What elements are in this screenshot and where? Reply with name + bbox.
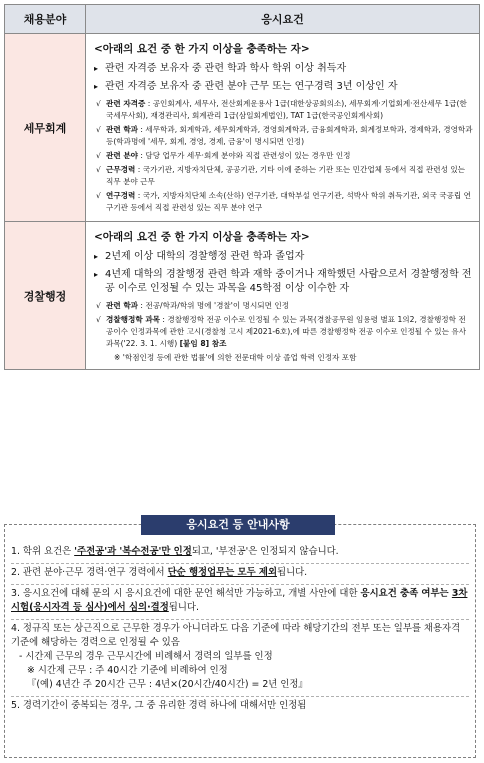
underlined-text: 단순 행정업무는 모두 제외 (167, 567, 278, 578)
notice-item (11, 620, 469, 697)
notice-item (11, 543, 469, 564)
requirement-bullet (94, 80, 473, 94)
notice-item-text (11, 566, 469, 580)
field-name: 경찰행정 (5, 222, 86, 370)
requirement-detail (94, 190, 473, 214)
notice-item-text (11, 622, 469, 650)
check-icon: √ (96, 99, 101, 108)
requirement-note: ※ '학점인정 등에 관한 법률'에 의한 전문대학 이상 졸업 학력 인정자 포함 (114, 353, 357, 362)
notice-item-text (11, 545, 469, 559)
detail-label: 경찰행정학 과목 (106, 315, 160, 324)
check-icon: √ (96, 165, 101, 174)
bullet-text: 관련 자격증 보유자 중 관련 학과 학사 학위 이상 취득자 (105, 63, 347, 74)
table-body (5, 34, 480, 370)
check-icon: √ (96, 191, 101, 200)
detail-label: 근무경력 (106, 165, 136, 174)
detail-label: 연구경력 (106, 191, 136, 200)
requirements-cell (86, 222, 480, 370)
requirement-bullet (94, 268, 473, 296)
bullet-icon: ▸ (94, 252, 99, 261)
bullet-text: 4년제 대학의 경찰행정 관련 학과 재학 중이거나 재학했던 사람으로서 경찰행정학 전공 이수로 인정될 수 있는 과목을 45학점 이상 이수한 자 (105, 269, 472, 294)
plain-text: 4. 정규직 또는 상근직으로 근무한 경우가 아니더라도 다음 기준에 따라 해당기간의 전부 또는 일부를 채용자격 기준에 해당하는 경력으로 인정될 수 있음 (11, 623, 461, 648)
notice-sub-item: - 시간제 근무의 경우 근무시간에 비례해서 경력의 일부를 인정 (19, 651, 273, 662)
requirement-detail (94, 98, 473, 122)
plain-text: 됩니다. (168, 602, 199, 613)
table-row (5, 222, 480, 370)
plain-text: 되고, '부전공'은 인정되지 않습니다. (191, 546, 339, 557)
requirement-intro: <아래의 요건 중 한 가지 이상을 충족하는 자> (94, 43, 310, 55)
emphasis-text (74, 546, 192, 557)
requirement-bullet (94, 62, 473, 76)
notice-sub-item: 『(예) 4년간 주 20시간 근무 : 4년×(20시간/40시간) = 2년 인정』 (27, 679, 308, 690)
emphasis-text: 응시요건 충족 여부는 (360, 588, 452, 599)
notice-item (11, 697, 469, 717)
requirement-detail (94, 314, 473, 350)
check-icon: √ (96, 315, 101, 324)
bullet-text: 관련 자격증 보유자 중 관련 분야 근무 또는 연구경력 3년 이상인 자 (105, 81, 398, 92)
detail-text: : 담당 업무가 세무·회계 분야와 직접 관련성이 있는 경우만 인정 (138, 151, 351, 160)
detail-label: 관련 학과 (106, 301, 138, 310)
bullet-icon: ▸ (94, 270, 99, 279)
underlined-text: 3차 시험(응시자격 등 심사)에서 심의·결정 (11, 588, 468, 613)
detail-text: : 국가기관, 지방자치단체, 공공기관, 기타 이에 준하는 기관 또는 민간업체 등에서 직접 관련성 있는 직무 분야 근무 (106, 165, 466, 186)
requirement-detail (94, 124, 473, 148)
table-header-row (5, 5, 480, 34)
plain-text: 2. 관련 분야·근무 경력·연구 경력에서 (11, 567, 168, 578)
header-field: 채용분야 (5, 5, 86, 34)
check-icon: √ (96, 151, 101, 160)
detail-label: 관련 학과 (106, 125, 138, 134)
plain-text: 5. 경력기간이 중복되는 경우, 그 중 유리한 경력 하나에 대해서만 인정됨 (11, 700, 307, 711)
requirements-table (4, 4, 480, 370)
detail-text: : 전공/학과/학위 명에 '경찰'이 명시되면 인정 (138, 301, 290, 310)
requirement-bullet (94, 250, 473, 264)
notice-item-text (11, 587, 469, 615)
notice-box (4, 518, 476, 758)
bullet-text: 2년제 이상 대학의 경찰행정 관련 학과 졸업자 (105, 251, 305, 262)
field-name: 세무회계 (5, 34, 86, 222)
detail-reference: [붙임 8] 참조 (179, 339, 227, 348)
notice-title: 응시요건 등 안내사항 (141, 515, 335, 535)
detail-text: : 경찰행정학 전공 이수로 인정될 수 있는 과목(경찰공무원 임용령 별표 1의2, 경찰행정학 전공이수 인정과목에 관한 고시(경찰청 고시 제2021-6호),에 따른 경찰행정학 전공 이수로 인정될 수 있는 유사 과목('22. 3. 1. 시행) (106, 315, 467, 348)
notice-item-text (11, 699, 469, 713)
detail-text: : 세무학과, 회계학과, 세무회계학과, 경영회계학과, 금융회계학과, 회계정보학과, 경제학과, 경영학과 등(학과명에 '세무, 회계, 경영, 경제, 금융'이 명시되면 인정) (106, 125, 473, 146)
bullet-icon: ▸ (94, 64, 99, 73)
requirement-detail (94, 164, 473, 188)
detail-label: 관련 자격증 (106, 99, 146, 108)
plain-text: 됩니다. (277, 567, 308, 578)
notice-sub-item: ※ 시간제 근무 : 주 40시간 기준에 비례하여 인정 (27, 665, 228, 676)
notice-item (11, 564, 469, 585)
plain-text: 1. 학위 요건은 (11, 546, 75, 557)
notice-items (5, 525, 475, 717)
emphasis-text (168, 567, 277, 578)
requirement-intro: <아래의 요건 중 한 가지 이상을 충족하는 자> (94, 231, 310, 243)
header-requirements: 응시요건 (86, 5, 480, 34)
detail-label: 관련 분야 (106, 151, 138, 160)
check-icon: √ (96, 125, 101, 134)
bullet-icon: ▸ (94, 82, 99, 91)
table-row (5, 34, 480, 222)
requirement-detail (94, 150, 473, 162)
underlined-text: '주전공'과 '복수전공'만 인정 (74, 546, 192, 557)
plain-text: 3. 응시요건에 대해 문의 시 응시요건에 대한 문언 해석만 가능하고, 개별 사안에 대한 (11, 588, 361, 599)
detail-text: : 공인회계사, 세무사, 전산회계운용사 1급(대한상공회의소), 세무회계·기업회계·전산세무 1급(한국세무사회), 재경관리사, 회계관리 1급(삼일회계법인), TAT 1급(한국공인회계사회) (106, 99, 467, 120)
notice-item (11, 585, 469, 620)
check-icon: √ (96, 301, 101, 310)
requirements-cell (86, 34, 480, 222)
requirement-detail (94, 300, 473, 312)
detail-text: : 국가, 지방자치단체 소속(산하) 연구기관, 대학부설 연구기관, 석박사 학위 취득기관, 외국 국공립 연구기관 등에서 직접 관련성 있는 직무 분야 연구 (106, 191, 471, 212)
